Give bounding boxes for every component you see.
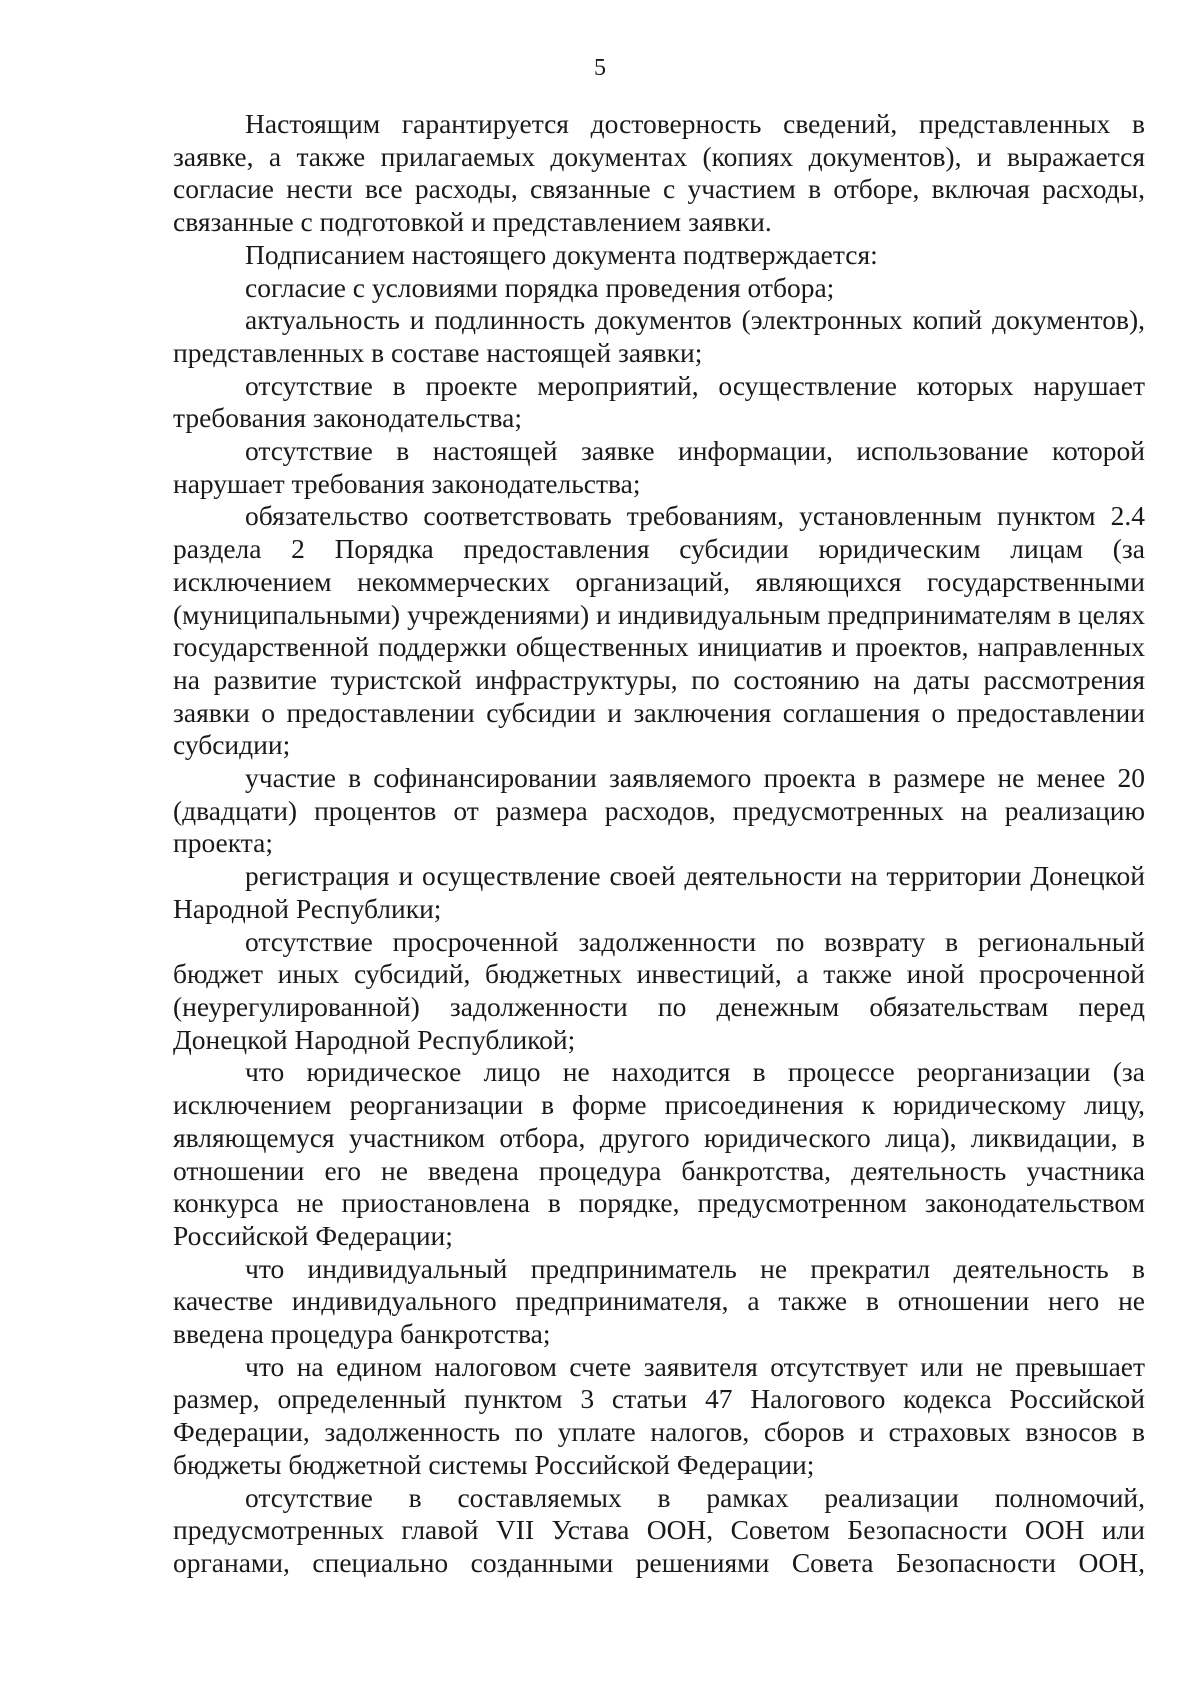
paragraph-legal-entity-status: что юридическое лицо не находится в процессе реорганизации (за исключением реорганизации в форме присоединения к юридическому лицу, являющемуся участником отбора, другого юридического лица), ликвидации, в отношении его не введена процедура банкротства, деятельность участника конкурса не приостановлена в порядке, предусмотренном законодательством Российской Федерации;: [173, 1056, 1145, 1251]
paragraph-entrepreneur-status: что индивидуальный предприниматель не прекратил деятельность в качестве индивидуального предпринимателя, а также в отношении него не введена процедура банкротства;: [173, 1252, 1145, 1350]
paragraph-document-authenticity: актуальность и подлинность документов (электронных копий документов), представленных в составе настоящей заявки;: [173, 304, 1145, 368]
paragraph-consent-conditions: согласие с условиями порядка проведения отбора;: [245, 271, 835, 303]
paragraph-registration: регистрация и осуществление своей деятельности на территории Донецкой Народной Республики;: [173, 860, 1145, 924]
page-number: 5: [594, 55, 606, 81]
paragraph-no-violating-activities: отсутствие в проекте мероприятий, осуществление которых нарушает требования законодательства;: [173, 369, 1145, 434]
paragraph-compliance-obligation: обязательство соответствовать требованиям, установленным пунктом 2.4 раздела 2 Порядка предоставления субсидии юридическим лицам (за исключением некоммерческих организаций, являющихся государственными (муниципальными) учреждениями) и индивидуальным предпринимателям в целях государственной поддержки общественных инициатив и проектов, направленных на развитие туристской инфраструктуры, по состоянию на даты рассмотрения заявки о предоставлении субсидии и заключения соглашения о предоставлении субсидии;: [173, 500, 1145, 761]
paragraph-no-overdue-debt: отсутствие просроченной задолженности по возврату в региональный бюджет иных субсидий, бюджетных инвестиций, а также иной просроченной (неурегулированной) задолженности по денежным обязательствам перед Донецкой Народной Республикой;: [173, 925, 1145, 1055]
document-body: [173, 108, 1145, 1580]
paragraph-guarantee: Настоящим гарантируется достоверность сведений, представленных в заявке, а также прилагаемых документах (копиях документов), и выражается согласие нести все расходы, связанные с участием в отборе, включая расходы, связанные с подготовкой и представлением заявки.: [173, 108, 1145, 238]
paragraph-un-sanctions: отсутствие в составляемых в рамках реализации полномочий, предусмотренных главой VII Устава ООН, Советом Безопасности ООН или органами, специально созданными решениями Совета Безопасности ООН,: [173, 1481, 1145, 1578]
paragraph-cofinancing: участие в софинансировании заявляемого проекта в размере не менее 20 (двадцати) процентов от размера расходов, предусмотренных на реализацию проекта;: [173, 762, 1145, 859]
paragraph-tax-debt: что на едином налоговом счете заявителя отсутствует или не превышает размер, определенный пунктом 3 статьи 47 Налогового кодекса Российской Федерации, задолженность по уплате налогов, сборов и страховых взносов в бюджеты бюджетной системы Российской Федерации;: [173, 1350, 1145, 1480]
paragraph-no-violating-information: отсутствие в настоящей заявке информации, использование которой нарушает требования законодательства;: [173, 435, 1145, 499]
paragraph-confirmation-intro: Подписанием настоящего документа подтверждается:: [245, 238, 878, 270]
